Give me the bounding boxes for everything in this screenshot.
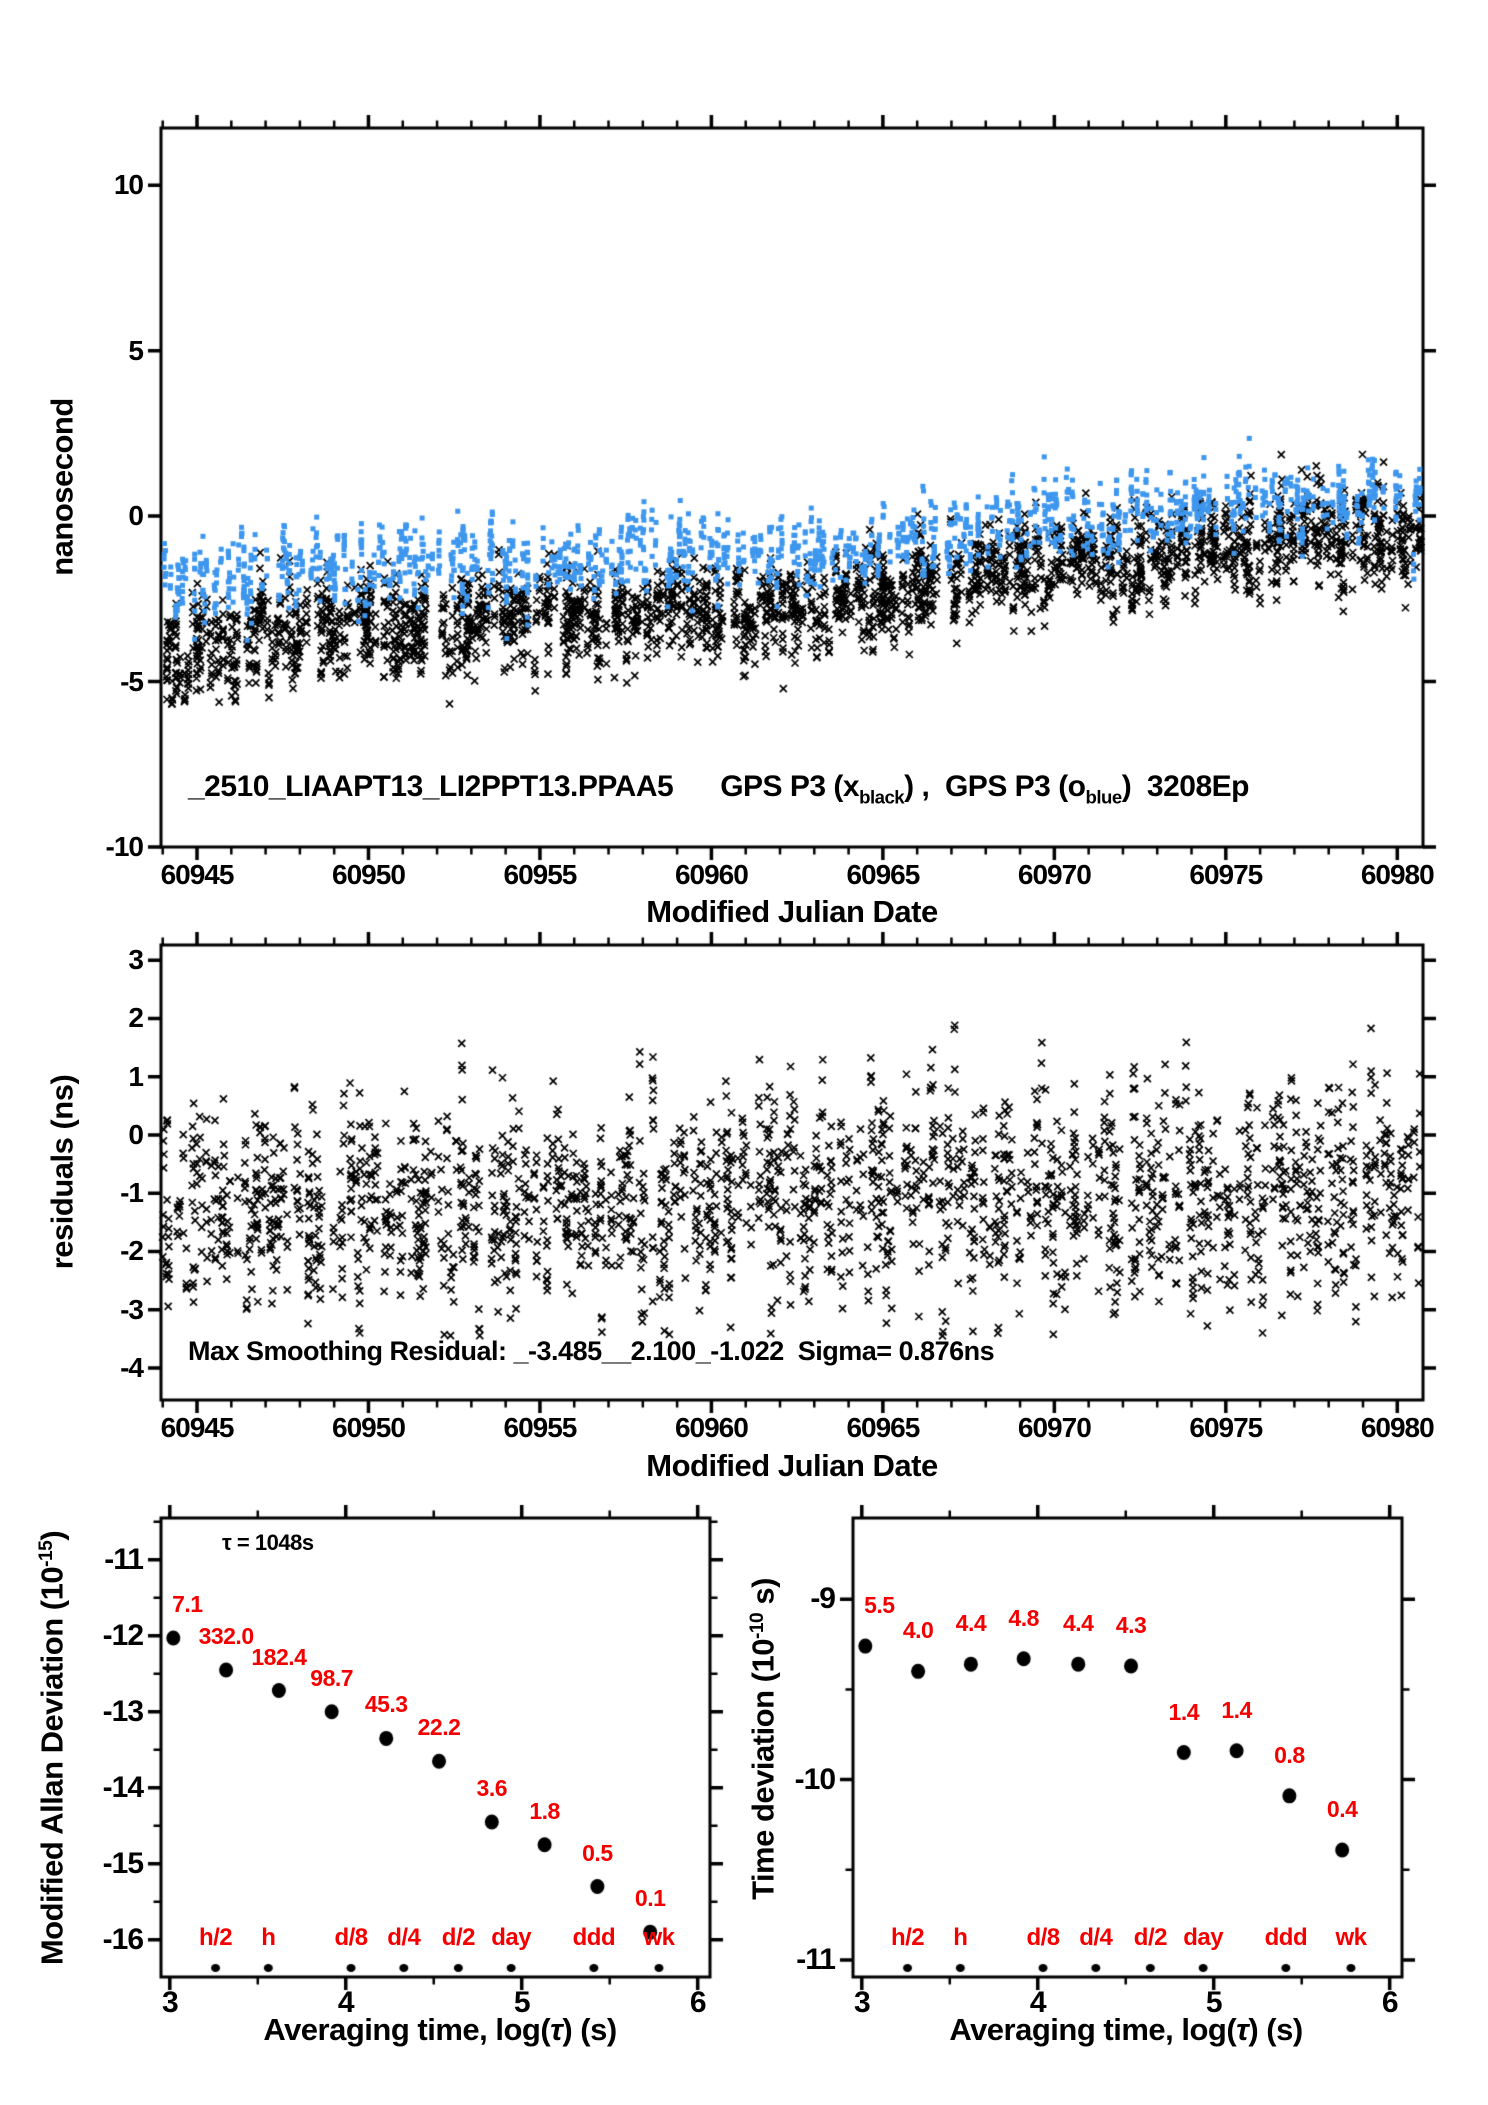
tdev-time-mark-label: d/8 (1026, 1924, 1060, 1951)
tdev-point-value-label: 0.8 (1274, 1741, 1305, 1768)
tdev-x-axis-title: Averaging time, log(τ) (s) (949, 2012, 1303, 2047)
residuals-y-tick-label: -3 (120, 1293, 143, 1325)
residuals-x-tick-label: 60980 (1360, 1412, 1434, 1443)
tdev-time-mark-label: d/2 (1133, 1924, 1167, 1951)
tdev-x-tick-label: 3 (853, 1986, 870, 2019)
residuals-x-tick-label: 60975 (1189, 1412, 1263, 1443)
residuals-x-tick-label: 60945 (160, 1412, 234, 1443)
mad-y-tick-label: -13 (102, 1694, 143, 1728)
mad-x-tick-label: 4 (337, 1986, 354, 2019)
mad-point-value-label: 0.5 (582, 1839, 613, 1866)
mad-point-value-label: 182.4 (251, 1643, 307, 1670)
phase-x-tick-label: 60950 (332, 859, 405, 890)
tdev-time-mark-label: h (953, 1924, 968, 1951)
residuals-annotation: Max Smoothing Residual: _-3.485__2.100_-1.022 Sigma= 0.876ns (188, 1336, 995, 1366)
mad-y-tick-label: -14 (102, 1770, 143, 1804)
phase-y-tick-label: 5 (128, 334, 143, 366)
residuals-y-tick-label: -2 (120, 1235, 143, 1267)
tdev-time-mark-label: day (1183, 1924, 1224, 1951)
mad-point-value-label: 332.0 (198, 1622, 254, 1649)
residuals-x-tick-label: 60955 (503, 1412, 577, 1443)
tdev-y-axis-title: Time deviation ($10^{-10}$ s) (745, 1578, 781, 1900)
tdev-time-mark-label: h/2 (890, 1924, 925, 1951)
mad-y-tick-label: -12 (102, 1618, 143, 1652)
mad-time-mark-label: d/8 (334, 1924, 368, 1951)
mad-time-mark-label: wk (643, 1924, 675, 1951)
phase-x-tick-label: 60955 (503, 859, 577, 890)
phase-x-tick-label: 60970 (1017, 859, 1091, 890)
mad-y-tick-label: -11 (104, 1542, 143, 1576)
phase-x-tick-label: 60945 (160, 859, 234, 890)
tdev-time-mark-label: wk (1335, 1924, 1367, 1951)
tdev-y-tick-label: -9 (810, 1582, 835, 1616)
mad-time-mark-label: day (491, 1924, 532, 1951)
tdev-point-value-label: 1.4 (1168, 1698, 1200, 1725)
phase-y-tick-label: 10 (113, 169, 143, 201)
residuals-x-tick-label: 60965 (846, 1412, 920, 1443)
residuals-y-tick-label: 1 (128, 1060, 143, 1092)
tdev-point-value-label: 4.8 (1008, 1604, 1039, 1631)
mad-x-tick-label: 5 (513, 1986, 530, 2019)
mad-y-axis-title: Modified Allan Deviation $(10^{-15})$ (34, 1530, 70, 1966)
tdev-point-value-label: 4.3 (1115, 1611, 1147, 1638)
phase-y-tick-label: -10 (105, 831, 143, 862)
tdev-point-value-label: 4.4 (955, 1610, 987, 1637)
mad-y-tick-label: -15 (102, 1846, 143, 1880)
tdev-point-value-label: 5.5 (864, 1592, 895, 1619)
residuals-y-axis-title: residuals (ns) (44, 1074, 80, 1270)
phase-x-tick-label: 60980 (1360, 859, 1434, 890)
residuals-x-tick-label: 60950 (332, 1412, 405, 1443)
mad-point-value-label: 98.7 (310, 1664, 354, 1691)
tdev-time-mark-label: ddd (1264, 1924, 1308, 1951)
mad-x-tick-label: 3 (161, 1986, 178, 2019)
mad-time-mark-label: d/4 (387, 1924, 421, 1951)
residuals-x-tick-label: 60970 (1017, 1412, 1091, 1443)
residuals-y-tick-label: 2 (128, 1002, 143, 1034)
mad-time-mark-label: h/2 (198, 1924, 233, 1951)
residuals-y-tick-label: 3 (128, 944, 143, 976)
tdev-time-mark-label: d/4 (1079, 1924, 1113, 1951)
phase-annotation: _2510_LIAAPT13_LI2PPT13.PPAA5 GPS P3 $(x_{black})$ , GPS P3 $(o_{blue})$ 3208Ep (188, 770, 1249, 808)
mad-time-mark-label: h (261, 1924, 276, 1951)
residuals-x-axis-title: Modified Julian Date (646, 1448, 938, 1483)
mad-y-tick-label: -16 (102, 1922, 143, 1956)
phase-x-tick-label: 60960 (674, 859, 748, 890)
phase-y-tick-label: 0 (128, 500, 143, 532)
tdev-x-tick-label: 6 (1381, 1986, 1398, 2019)
mad-x-tick-label: 6 (689, 1986, 706, 2019)
mad-time-mark-label: ddd (572, 1924, 616, 1951)
residuals-y-tick-label: -1 (120, 1177, 143, 1209)
phase-y-tick-label: -5 (120, 665, 143, 697)
tdev-point-value-label: 4.0 (902, 1617, 934, 1644)
tdev-y-tick-label: -10 (794, 1762, 835, 1796)
tdev-x-tick-label: 5 (1205, 1986, 1222, 2019)
tdev-x-tick-label: 4 (1029, 1986, 1046, 2019)
residuals-y-tick-label: 0 (128, 1118, 143, 1150)
mad-point-value-label: 3.6 (476, 1774, 508, 1801)
tdev-point-value-label: 1.4 (1221, 1696, 1252, 1723)
mad-point-value-label: 1.8 (529, 1797, 560, 1824)
phase-x-tick-label: 60965 (846, 859, 920, 890)
mad-point-value-label: 7.1 (172, 1591, 203, 1618)
residuals-y-tick-label: -4 (120, 1351, 143, 1383)
phase-x-axis-title: Modified Julian Date (646, 894, 938, 929)
phase-x-tick-label: 60975 (1189, 859, 1263, 890)
residuals-x-tick-label: 60960 (674, 1412, 748, 1443)
tau-annotation: τ = 1048s (222, 1530, 314, 1555)
tdev-y-tick-label: -11 (796, 1943, 835, 1977)
mad-point-value-label: 45.3 (364, 1691, 408, 1718)
mad-x-axis-title: Averaging time, log(τ) (s) (263, 2012, 617, 2047)
phase-y-axis-title: nanosecond (44, 398, 80, 576)
mad-point-value-label: 22.2 (417, 1714, 461, 1741)
tdev-point-value-label: 4.4 (1062, 1610, 1094, 1637)
mad-time-mark-label: d/2 (441, 1924, 475, 1951)
tdev-point-value-label: 0.4 (1326, 1795, 1358, 1822)
mad-point-value-label: 0.1 (634, 1885, 666, 1912)
